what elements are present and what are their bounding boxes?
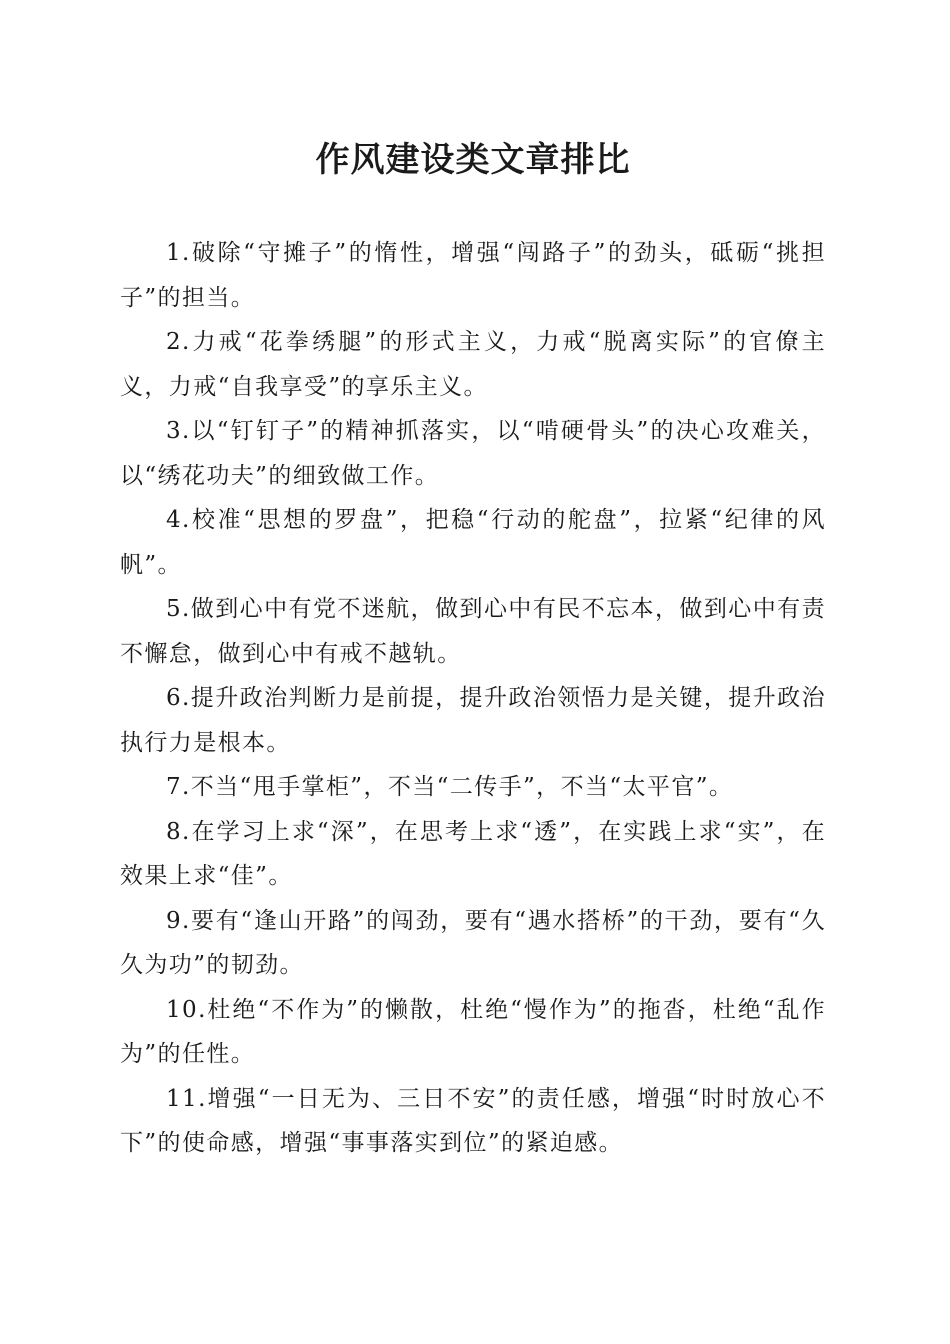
list-item: 6.提升政治判断力是前提，提升政治领悟力是关键，提升政治执行力是根本。 — [120, 685, 826, 756]
list-item: 10.杜绝“不作为”的懒散，杜绝“慢作为”的拖沓，杜绝“乱作为”的任性。 — [120, 996, 826, 1067]
item-list — [120, 231, 826, 1166]
list-item: 5.做到心中有党不迷航，做到心中有民不忘本，做到心中有责不懈怠，做到心中有戒不越轨。 — [120, 596, 826, 667]
list-item: 7.不当“甩手掌柜”，不当“二传手”，不当“太平官”。 — [166, 774, 734, 800]
list-item: 2.力戒“花拳绣腿”的形式主义，力戒“脱离实际”的官僚主义，力戒“自我享受”的享乐主义。 — [120, 329, 826, 400]
list-item: 3.以“钉钉子”的精神抓落实，以“啃硬骨头”的决心攻难关，以“绣花功夫”的细致做工作。 — [120, 418, 826, 489]
document-title: 作风建设类文章排比 — [315, 140, 631, 180]
list-item: 1.破除“守摊子”的惰性，增强“闯路子”的劲头，砥砺“挑担子”的担当。 — [120, 240, 826, 311]
list-item: 11.增强“一日无为、三日不安”的责任感，增强“时时放心不下”的使命感，增强“事事落实到位”的紧迫感。 — [120, 1085, 826, 1156]
list-item: 4.校准“思想的罗盘”，把稳“行动的舵盘”，拉紧“纪律的风帆”。 — [120, 507, 826, 578]
list-item: 8.在学习上求“深”，在思考上求“透”，在实践上求“实”，在效果上求“佳”。 — [120, 818, 826, 889]
list-item: 9.要有“逢山开路”的闯劲，要有“遇水搭桥”的干劲，要有“久久为功”的韧劲。 — [120, 907, 826, 978]
